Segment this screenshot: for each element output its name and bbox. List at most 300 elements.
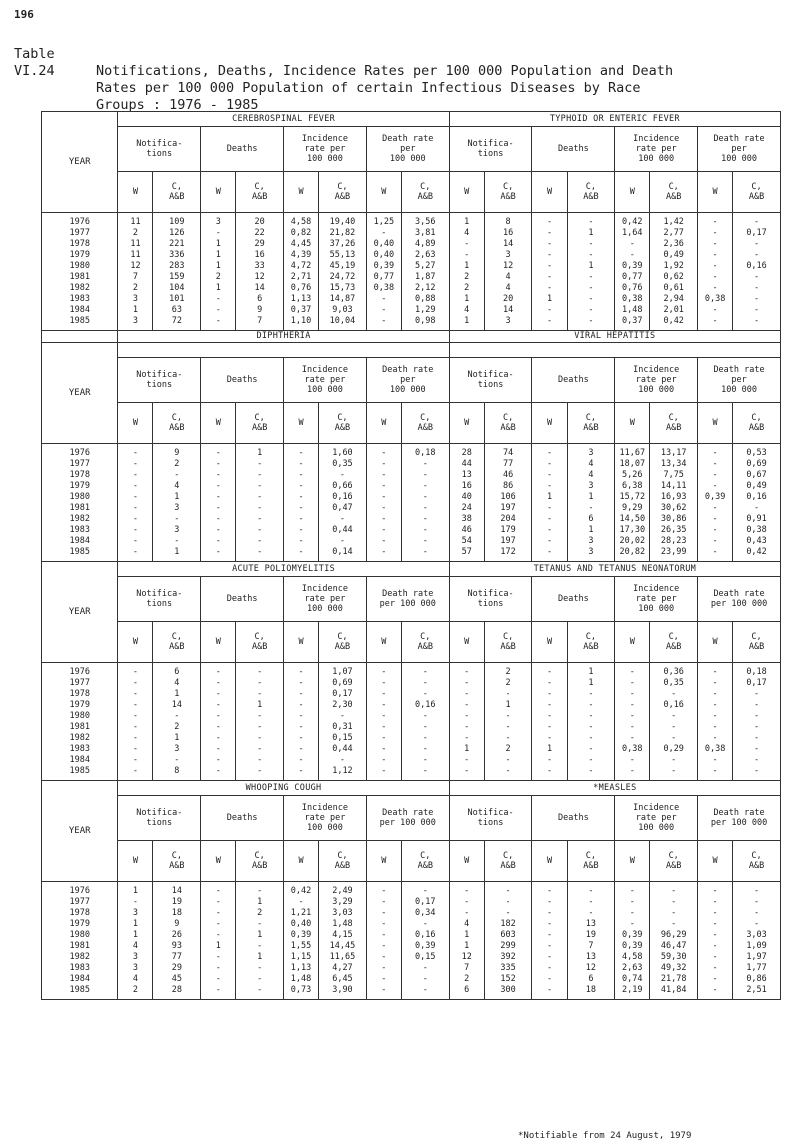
value-cell: 172: [500, 546, 516, 557]
value-cell: -: [629, 238, 635, 249]
value-cell: -: [753, 238, 760, 249]
race-header-w: W: [201, 622, 236, 663]
value-cell: -: [464, 721, 470, 732]
year-value: 1980: [69, 491, 90, 502]
value-cell: 4,58: [622, 951, 643, 962]
value-cell: -: [422, 765, 428, 776]
race-header-w: W: [449, 622, 484, 663]
value-cell: 19,40: [329, 216, 356, 227]
value-cell: -: [215, 502, 221, 513]
data-column: [650, 663, 698, 781]
value-cell: 5,27: [415, 260, 436, 271]
value-cell: 18: [585, 984, 597, 995]
data-column: [698, 882, 733, 1000]
value-cell: 0,40: [373, 238, 395, 249]
value-cell: -: [505, 907, 511, 918]
value-cell: -: [588, 721, 594, 732]
race-header-w: W: [284, 172, 319, 213]
race-header-cab: C, A&B: [319, 403, 367, 444]
value-cell: 0,16: [746, 260, 767, 271]
year-value: 1984: [69, 973, 90, 984]
data-column: [567, 213, 615, 331]
value-cell: -: [629, 918, 635, 929]
race-header-cab: C, A&B: [567, 403, 615, 444]
value-cell: -: [381, 315, 387, 326]
value-cell: 152: [500, 973, 516, 984]
value-cell: -: [712, 962, 718, 973]
value-cell: 0,69: [746, 458, 767, 469]
value-cell: -: [712, 480, 718, 491]
data-column: [366, 882, 401, 1000]
value-cell: -: [588, 896, 594, 907]
title-line-2: Rates per 100 000 Population of certain Infectious Diseases by Race: [96, 80, 641, 96]
value-cell: 0,16: [663, 699, 684, 710]
value-cell: 0,35: [663, 677, 684, 688]
value-cell: 7: [132, 271, 139, 282]
data-column: [567, 444, 615, 562]
value-cell: -: [381, 535, 387, 546]
value-cell: -: [298, 458, 304, 469]
value-cell: -: [298, 743, 304, 754]
data-column: [484, 882, 532, 1000]
value-cell: -: [257, 688, 263, 699]
value-cell: 1: [257, 929, 263, 940]
year-value: 1978: [69, 907, 90, 918]
year-value: 1983: [69, 962, 90, 973]
value-cell: -: [381, 973, 387, 984]
value-cell: -: [753, 688, 760, 699]
value-cell: -: [505, 765, 511, 776]
value-cell: -: [546, 688, 553, 699]
value-cell: 16,93: [660, 491, 687, 502]
value-cell: 2: [215, 271, 221, 282]
value-cell: 0,17: [746, 227, 767, 238]
race-header-cab: C, A&B: [484, 172, 532, 213]
value-cell: 197: [500, 535, 516, 546]
value-cell: -: [546, 940, 553, 951]
value-cell: 0,17: [746, 677, 767, 688]
value-cell: -: [298, 677, 304, 688]
value-cell: 21,78: [660, 973, 687, 984]
value-cell: -: [671, 765, 677, 776]
value-cell: 45,19: [329, 260, 356, 271]
value-cell: -: [422, 469, 428, 480]
value-cell: -: [132, 710, 139, 721]
value-cell: 0,39: [415, 940, 436, 951]
data-column: [698, 663, 733, 781]
value-cell: -: [257, 480, 263, 491]
value-cell: -: [132, 754, 139, 765]
value-cell: -: [215, 951, 221, 962]
value-cell: -: [629, 666, 635, 677]
data-column: [201, 663, 236, 781]
value-cell: 1,10: [290, 315, 312, 326]
value-cell: 0,36: [663, 666, 684, 677]
value-cell: 16: [502, 227, 514, 238]
year-value: 1976: [69, 885, 90, 896]
value-cell: 1: [588, 524, 594, 535]
value-cell: -: [546, 951, 553, 962]
value-cell: 4: [132, 973, 139, 984]
year-list: [42, 882, 118, 1000]
value-cell: -: [753, 699, 760, 710]
year-value: 1981: [69, 721, 90, 732]
measure-header: Deaths: [201, 127, 284, 172]
value-cell: -: [588, 304, 594, 315]
value-cell: -: [257, 721, 263, 732]
value-cell: 96,29: [660, 929, 687, 940]
value-cell: -: [629, 688, 635, 699]
value-cell: 0,88: [415, 293, 436, 304]
value-cell: -: [629, 677, 635, 688]
value-cell: 0,40: [290, 918, 312, 929]
value-cell: 2: [464, 282, 470, 293]
value-cell: -: [629, 765, 635, 776]
race-header-cab: C, A&B: [236, 841, 284, 882]
value-cell: 14,11: [660, 480, 687, 491]
value-cell: 2,36: [663, 238, 684, 249]
value-cell: -: [712, 546, 718, 557]
value-cell: -: [257, 491, 263, 502]
data-column: [401, 444, 449, 562]
race-header-w: W: [449, 172, 484, 213]
value-cell: 0,38: [622, 293, 643, 304]
value-cell: 0,42: [622, 216, 643, 227]
data-column: [484, 444, 532, 562]
value-cell: -: [712, 907, 718, 918]
value-cell: -: [712, 502, 718, 513]
value-cell: 13,34: [660, 458, 687, 469]
year-value: 1978: [69, 688, 90, 699]
year-value: 1985: [69, 546, 90, 557]
value-cell: -: [712, 677, 718, 688]
value-cell: -: [257, 973, 263, 984]
value-cell: -: [546, 984, 553, 995]
value-cell: 4: [464, 918, 470, 929]
data-column: [449, 882, 484, 1000]
value-cell: 0,61: [663, 282, 684, 293]
value-cell: -: [588, 282, 594, 293]
value-cell: -: [464, 710, 470, 721]
value-cell: 0,38: [704, 743, 726, 754]
value-cell: -: [753, 732, 760, 743]
race-header-cab: C, A&B: [567, 172, 615, 213]
value-cell: -: [298, 688, 304, 699]
value-cell: -: [712, 249, 718, 260]
value-cell: -: [546, 502, 553, 513]
value-cell: 93: [171, 940, 182, 951]
value-cell: 1,29: [415, 304, 436, 315]
value-cell: -: [422, 677, 428, 688]
value-cell: 12: [461, 951, 472, 962]
value-cell: -: [671, 754, 677, 765]
value-cell: 8: [174, 765, 180, 776]
value-cell: 0,14: [332, 546, 353, 557]
value-cell: -: [629, 754, 635, 765]
value-cell: -: [215, 929, 221, 940]
value-cell: -: [546, 973, 553, 984]
value-cell: -: [215, 962, 221, 973]
race-header-cab: C, A&B: [236, 172, 284, 213]
value-cell: -: [422, 688, 428, 699]
value-cell: -: [546, 524, 553, 535]
value-cell: -: [132, 458, 139, 469]
value-cell: -: [588, 885, 594, 896]
race-header-cab: C, A&B: [401, 622, 449, 663]
value-cell: 2,63: [622, 962, 643, 973]
year-value: 1981: [69, 940, 90, 951]
value-cell: -: [132, 688, 139, 699]
value-cell: -: [132, 502, 139, 513]
value-cell: -: [753, 710, 760, 721]
data-column: [449, 213, 484, 331]
value-cell: -: [381, 929, 387, 940]
value-cell: -: [257, 502, 263, 513]
value-cell: -: [257, 524, 263, 535]
value-cell: 0,67: [746, 469, 767, 480]
value-cell: -: [298, 447, 304, 458]
value-cell: 603: [500, 929, 516, 940]
measure-header: Death rate per 100 000: [698, 796, 781, 841]
data-column: [449, 444, 484, 562]
value-cell: 46: [502, 469, 514, 480]
year-value: 1983: [69, 524, 90, 535]
race-header-w: W: [118, 841, 153, 882]
value-cell: 4: [588, 469, 594, 480]
value-cell: 299: [500, 940, 516, 951]
value-cell: 40: [461, 491, 472, 502]
value-cell: -: [174, 513, 180, 524]
value-cell: -: [546, 885, 553, 896]
value-cell: -: [546, 249, 553, 260]
value-cell: -: [381, 688, 387, 699]
value-cell: 3: [132, 907, 139, 918]
value-cell: 0,44: [332, 743, 353, 754]
measure-header: Death rate per 100 000: [698, 577, 781, 622]
race-header-w: W: [532, 403, 567, 444]
value-cell: -: [588, 754, 594, 765]
value-cell: -: [132, 469, 139, 480]
race-header-cab: C, A&B: [236, 622, 284, 663]
value-cell: 1: [257, 447, 263, 458]
value-cell: -: [381, 896, 387, 907]
value-cell: -: [298, 721, 304, 732]
year-list: [42, 444, 118, 562]
value-cell: 3,81: [415, 227, 436, 238]
value-cell: -: [215, 973, 221, 984]
value-cell: -: [546, 447, 553, 458]
value-cell: 1,42: [663, 216, 684, 227]
value-cell: 1: [132, 929, 139, 940]
value-cell: -: [464, 896, 470, 907]
value-cell: 1: [464, 216, 470, 227]
value-cell: 11,67: [619, 447, 646, 458]
value-cell: -: [712, 732, 718, 743]
value-cell: 1: [215, 249, 221, 260]
value-cell: 6: [588, 513, 594, 524]
value-cell: 7,75: [663, 469, 684, 480]
year-value: 1984: [69, 535, 90, 546]
measure-header: Notifica- tions: [118, 577, 201, 622]
value-cell: 1: [588, 491, 594, 502]
value-cell: -: [546, 677, 553, 688]
value-cell: 1: [588, 677, 594, 688]
value-cell: -: [546, 535, 553, 546]
value-cell: 2: [132, 282, 139, 293]
value-cell: 74: [502, 447, 514, 458]
value-cell: -: [712, 535, 718, 546]
value-cell: 7: [464, 962, 470, 973]
data-column: [615, 213, 650, 331]
value-cell: -: [422, 524, 428, 535]
value-cell: -: [381, 469, 387, 480]
value-cell: 1: [215, 238, 221, 249]
value-cell: 1,55: [290, 940, 312, 951]
value-cell: 1: [464, 315, 470, 326]
value-cell: -: [381, 447, 387, 458]
value-cell: 14: [502, 304, 514, 315]
value-cell: -: [671, 896, 677, 907]
value-cell: -: [712, 666, 718, 677]
measure-header: Deaths: [532, 577, 615, 622]
value-cell: 2,12: [415, 282, 436, 293]
year-value: 1985: [69, 984, 90, 995]
value-cell: 4: [588, 458, 594, 469]
data-column: [484, 663, 532, 781]
year-value: 1979: [69, 249, 90, 260]
value-cell: 4: [505, 282, 511, 293]
race-header-w: W: [201, 841, 236, 882]
value-cell: 3: [588, 480, 594, 491]
value-cell: 6: [464, 984, 470, 995]
data-column: [236, 444, 284, 562]
value-cell: -: [753, 885, 760, 896]
value-cell: -: [629, 732, 635, 743]
value-cell: -: [422, 918, 428, 929]
measure-header: Death rate per 100 000: [366, 358, 449, 403]
value-cell: -: [712, 929, 718, 940]
race-header-w: W: [366, 622, 401, 663]
value-cell: -: [546, 699, 553, 710]
value-cell: 2: [464, 973, 470, 984]
value-cell: -: [132, 513, 139, 524]
value-cell: 1,48: [290, 973, 312, 984]
value-cell: -: [546, 962, 553, 973]
value-cell: 11: [130, 238, 141, 249]
value-cell: 1,07: [332, 666, 353, 677]
measure-header: Notifica- tions: [449, 358, 532, 403]
race-header-cab: C, A&B: [567, 622, 615, 663]
value-cell: -: [339, 710, 345, 721]
year-value: 1977: [69, 677, 90, 688]
value-cell: -: [381, 502, 387, 513]
value-cell: -: [298, 546, 304, 557]
value-cell: 26: [171, 929, 182, 940]
year-value: 1984: [69, 304, 90, 315]
measure-header: Death rate per 100 000: [366, 796, 449, 841]
race-header-cab: C, A&B: [650, 841, 698, 882]
value-cell: -: [132, 524, 139, 535]
value-cell: -: [298, 699, 304, 710]
value-cell: -: [132, 491, 139, 502]
value-cell: 54: [461, 535, 472, 546]
value-cell: 0,34: [415, 907, 436, 918]
value-cell: 7: [257, 315, 263, 326]
value-cell: -: [257, 458, 263, 469]
value-cell: 6: [588, 973, 594, 984]
value-cell: -: [381, 513, 387, 524]
value-cell: -: [132, 666, 139, 677]
value-cell: -: [132, 699, 139, 710]
value-cell: 0,40: [373, 249, 395, 260]
title-line-1: Notifications, Deaths, Incidence Rates per 100 000 Population and Death: [96, 63, 674, 79]
value-cell: -: [422, 721, 428, 732]
race-header-cab: C, A&B: [484, 622, 532, 663]
value-cell: -: [712, 765, 718, 776]
data-column: [650, 882, 698, 1000]
value-cell: -: [546, 732, 553, 743]
value-cell: -: [712, 469, 718, 480]
race-header-w: W: [615, 403, 650, 444]
value-cell: 0,77: [622, 271, 643, 282]
value-cell: 21,82: [329, 227, 356, 238]
data-column: [284, 663, 319, 781]
value-cell: 3: [215, 216, 221, 227]
value-cell: -: [422, 480, 428, 491]
value-cell: -: [381, 524, 387, 535]
year-header: YEAR: [42, 562, 118, 663]
value-cell: -: [298, 732, 304, 743]
value-cell: -: [298, 502, 304, 513]
value-cell: -: [671, 721, 677, 732]
measure-header: Death rate per 100 000: [698, 358, 781, 403]
value-cell: -: [712, 271, 718, 282]
value-cell: 3: [174, 524, 180, 535]
race-header-w: W: [698, 841, 733, 882]
data-column: [401, 663, 449, 781]
table-title: [14, 46, 789, 114]
value-cell: 2: [174, 458, 180, 469]
value-cell: 19: [171, 896, 182, 907]
value-cell: -: [381, 458, 387, 469]
value-cell: 14,87: [329, 293, 356, 304]
table-number: Table VI.24: [14, 46, 55, 79]
year-value: 1983: [69, 293, 90, 304]
value-cell: 3: [132, 962, 139, 973]
value-cell: 3: [174, 743, 180, 754]
race-header-w: W: [698, 622, 733, 663]
value-cell: 3: [588, 546, 594, 557]
value-cell: 4,89: [415, 238, 436, 249]
value-cell: -: [381, 677, 387, 688]
value-cell: 12: [502, 260, 514, 271]
value-cell: -: [505, 732, 511, 743]
measure-header: Notifica- tions: [449, 577, 532, 622]
value-cell: -: [381, 940, 387, 951]
data-column: [118, 213, 153, 331]
value-cell: -: [712, 984, 718, 995]
value-cell: 1: [215, 260, 221, 271]
value-cell: 0,66: [332, 480, 353, 491]
value-cell: 14: [502, 238, 514, 249]
value-cell: -: [546, 282, 553, 293]
value-cell: 0,39: [704, 491, 726, 502]
race-header-w: W: [118, 172, 153, 213]
value-cell: 0,38: [373, 282, 395, 293]
measure-header: Incidence rate per 100 000: [284, 796, 367, 841]
value-cell: 0,17: [415, 896, 436, 907]
value-cell: -: [546, 216, 553, 227]
